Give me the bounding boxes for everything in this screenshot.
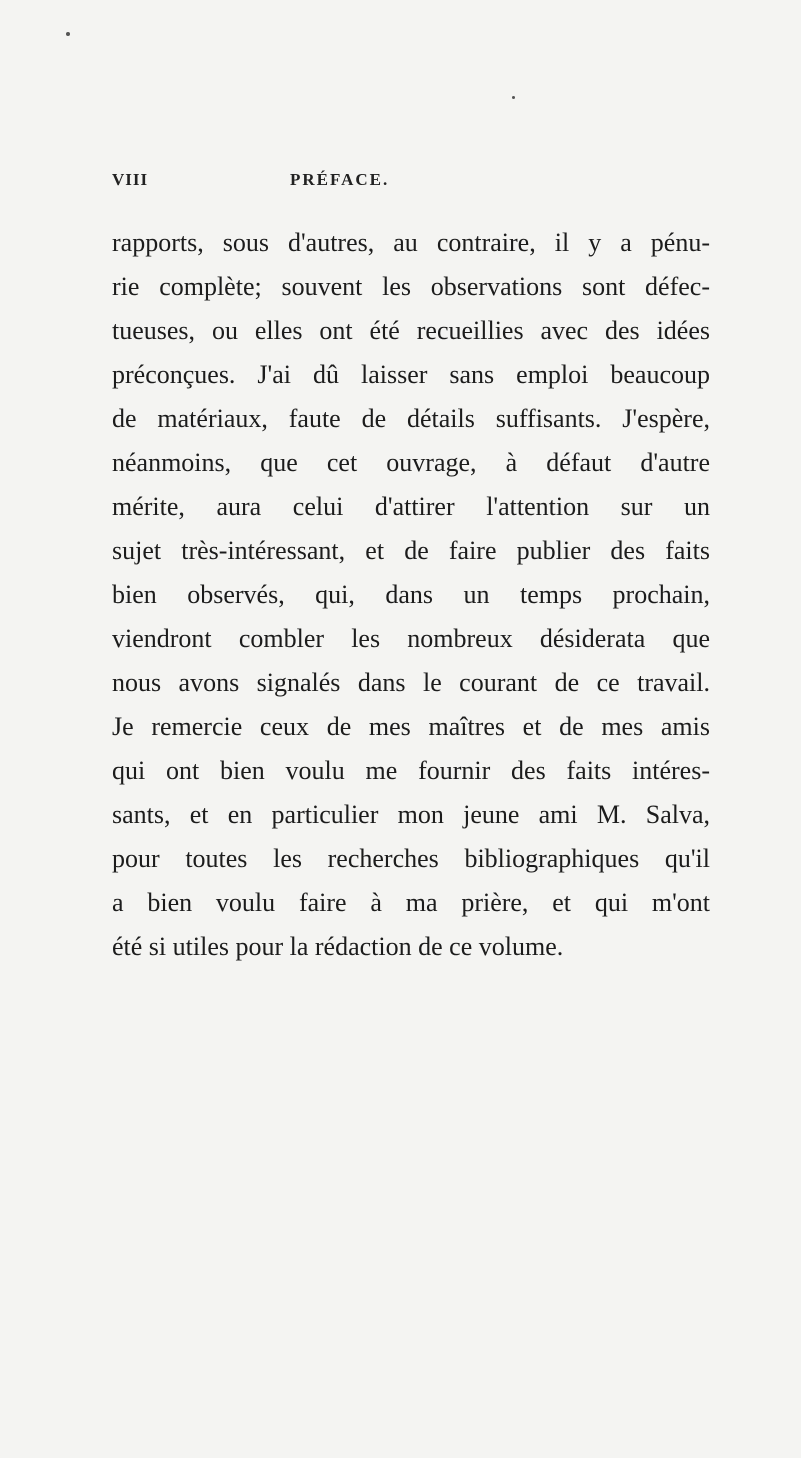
text-line: sujet très-intéressant, et de faire publier des faits [112, 536, 710, 565]
text-line: sants, et en particulier mon jeune ami M. Salva, [112, 800, 710, 829]
text-line: pour toutes les recherches bibliographiques qu'il [112, 844, 710, 873]
text-line: néanmoins, que cet ouvrage, à défaut d'autre [112, 448, 710, 477]
text-line: a bien voulu faire à ma prière, et qui m'ont [112, 888, 710, 917]
print-speck [66, 32, 70, 36]
text-line: été si utiles pour la rédaction de ce volume. [112, 932, 564, 961]
text-line: qui ont bien voulu me fournir des faits intéres- [112, 756, 710, 785]
print-speck [512, 96, 515, 99]
text-line: rie complète; souvent les observations sont défec- [112, 272, 710, 301]
text-line: préconçues. J'ai dû laisser sans emploi beaucoup [112, 360, 710, 389]
page-number: VIII [112, 170, 149, 189]
text-line: de matériaux, faute de détails suffisants. J'espère, [112, 404, 710, 433]
running-head: PRÉFACE. [290, 170, 390, 189]
text-line: Je remercie ceux de mes maîtres et de mes amis [112, 712, 710, 741]
text-line: nous avons signalés dans le courant de ce travail. [112, 668, 710, 697]
page-header [0, 170, 801, 200]
text-line: mérite, aura celui d'attirer l'attention sur un [112, 492, 710, 521]
text-line: viendront combler les nombreux désiderata que [112, 624, 710, 653]
text-line: bien observés, qui, dans un temps prochain, [112, 580, 710, 609]
text-line: rapports, sous d'autres, au contraire, il y a pénu- [112, 228, 710, 257]
text-line: tueuses, ou elles ont été recueillies avec des idées [112, 316, 710, 345]
